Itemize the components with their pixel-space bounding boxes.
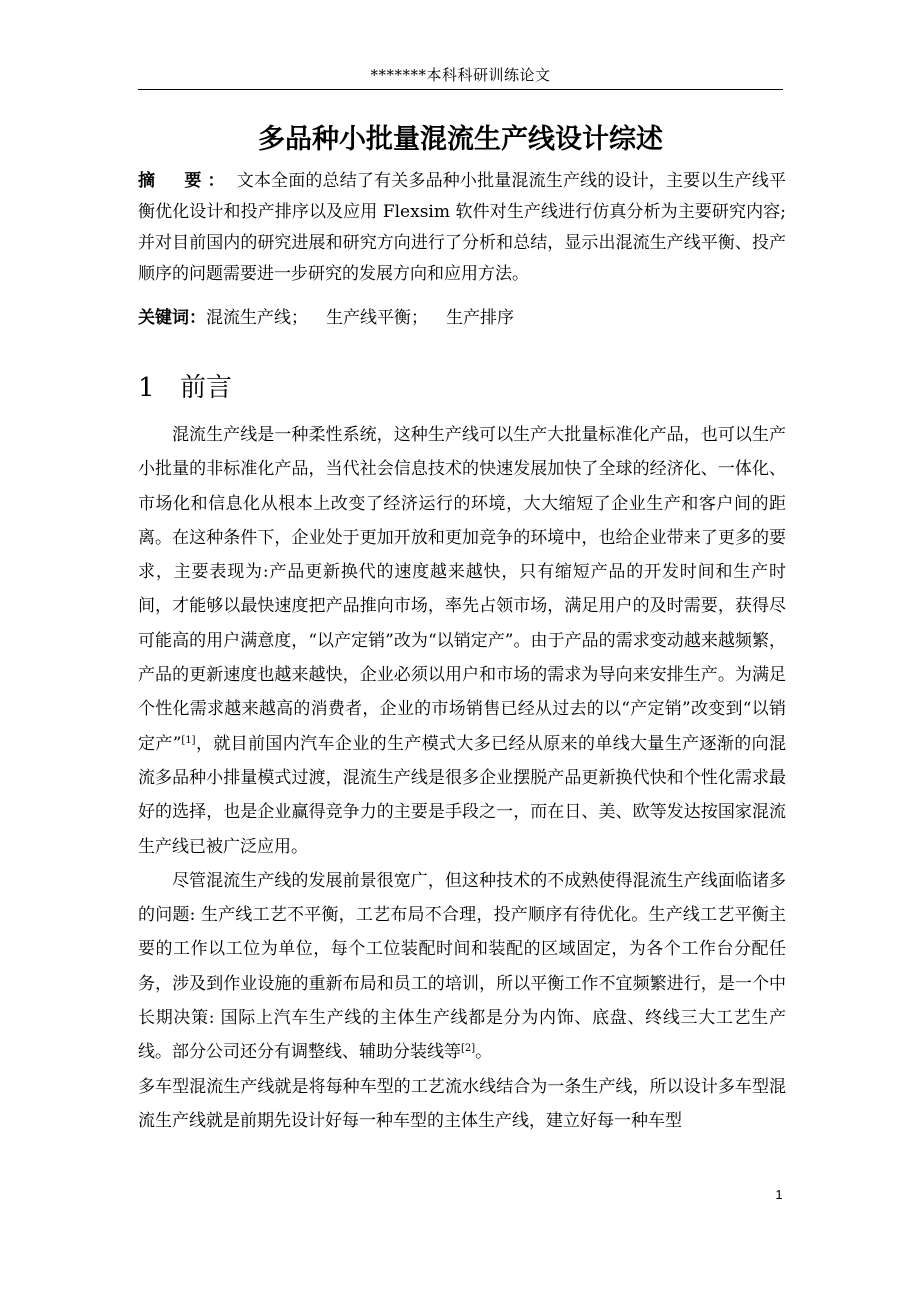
abstract (138, 166, 786, 290)
citation: [2] (461, 1043, 476, 1055)
paragraph-text: 多车型混流生产线就是将每种车型的工艺流水线结合为一条生产线，所以设计多车型混流生产线就是前期先设计好每一种车型的主体生产线，建立好每一种车型 (138, 1076, 786, 1131)
abstract-text: 文本全面的总结了有关多品种小批量混流生产线的设计，主要以生产线平衡优化设计和投产排序以及应用 Flexsim 软件对生产线进行仿真分析为主要研究内容; 并对目前国内的研究进展和研究方向进行了分析和总结，显示出混流生产线平衡、投产顺序的问题需要进一步研究的发展方向和应用方法。 (138, 171, 787, 284)
running-header: *******本科科研训练论文 (370, 66, 551, 84)
paragraph-text: 尽管混流生产线的发展前景很宽广，但这种技术的不成熟使得混流生产线面临诸多的问题: 生产线工艺不平衡，工艺布局不合理，投产顺序有待优化。生产线工艺平衡主要的工作以工位为单位，每个工位装配时间和装配的区域固定，为各个工作台分配任务，涉及到作业设施的重新布局和员工的培训，所以平衡工作不宜频繁进行，是一个中长期决策: 国际上汽车生产线的主体生产线都是分为内饰、底盘、终线三大工艺生产线。部分公司还分有调整线、辅助分装线等 (138, 870, 786, 1063)
keyword-item: 生产排序 (446, 308, 514, 328)
paragraph-text: ，就目前国内汽车企业的生产模式大多已经从原来的单线大量生产逐渐的向混流多品种小排量模式过渡，混流生产线是很多企业摆脱产品更新换代快和个性化需求最好的选择，也是企业赢得竞争力的主要是手段之一，而在日、美、欧等发达按国家混流生产线已被广泛应用。 (138, 733, 786, 857)
section-number: 1 (138, 373, 155, 403)
paragraph (138, 864, 786, 1070)
body-text (138, 418, 786, 1138)
paragraph-text: 。 (475, 1042, 493, 1063)
paragraph (138, 418, 786, 864)
keywords (138, 303, 783, 334)
keyword-item: 生产线平衡； (326, 308, 428, 328)
page-number: 1 (775, 1187, 783, 1202)
abstract-label: 摘 要 (138, 171, 208, 191)
keywords-label: 关键词： (138, 308, 206, 328)
section-title: 前言 (180, 373, 233, 403)
header-rule (138, 89, 783, 90)
paper-title: 多品种小批量混流生产线设计综述 (258, 124, 663, 155)
abstract-colon: ： (207, 171, 225, 191)
section-heading (138, 368, 783, 408)
citation: [1] (181, 734, 196, 746)
paragraph-text: 混流生产线是一种柔性系统，这种生产线可以生产大批量标准化产品，也可以生产小批量的非标准化产品，当代社会信息技术的快速发展加快了全球的经济化、一体化、市场化和信息化从根本上改变了经济运行的环境，大大缩短了企业生产和客户间的距离。在这种条件下，企业处于更加开放和更加竞争的环境中，也给企业带来了更多的要求，主要表现为:产品更新换代的速度越来越快，只有缩短产品的开发时间和生产时间，才能够以最快速度把产品推向市场，率先占领市场，满足用户的及时需要，获得尽可能高的用户满意度，“以产定销”改为“以销定产”。由于产品的需求变动越来越频繁，产品的更新速度也越来越快，企业必须以用户和市场的需求为导向来安排生产。为满足个性化需求越来越高的消费者，企业的市场销售已经从过去的以“产定销”改变到“以销定产” (138, 425, 786, 754)
paragraph (138, 1070, 786, 1139)
keyword-item: 混流生产线； (206, 308, 308, 328)
